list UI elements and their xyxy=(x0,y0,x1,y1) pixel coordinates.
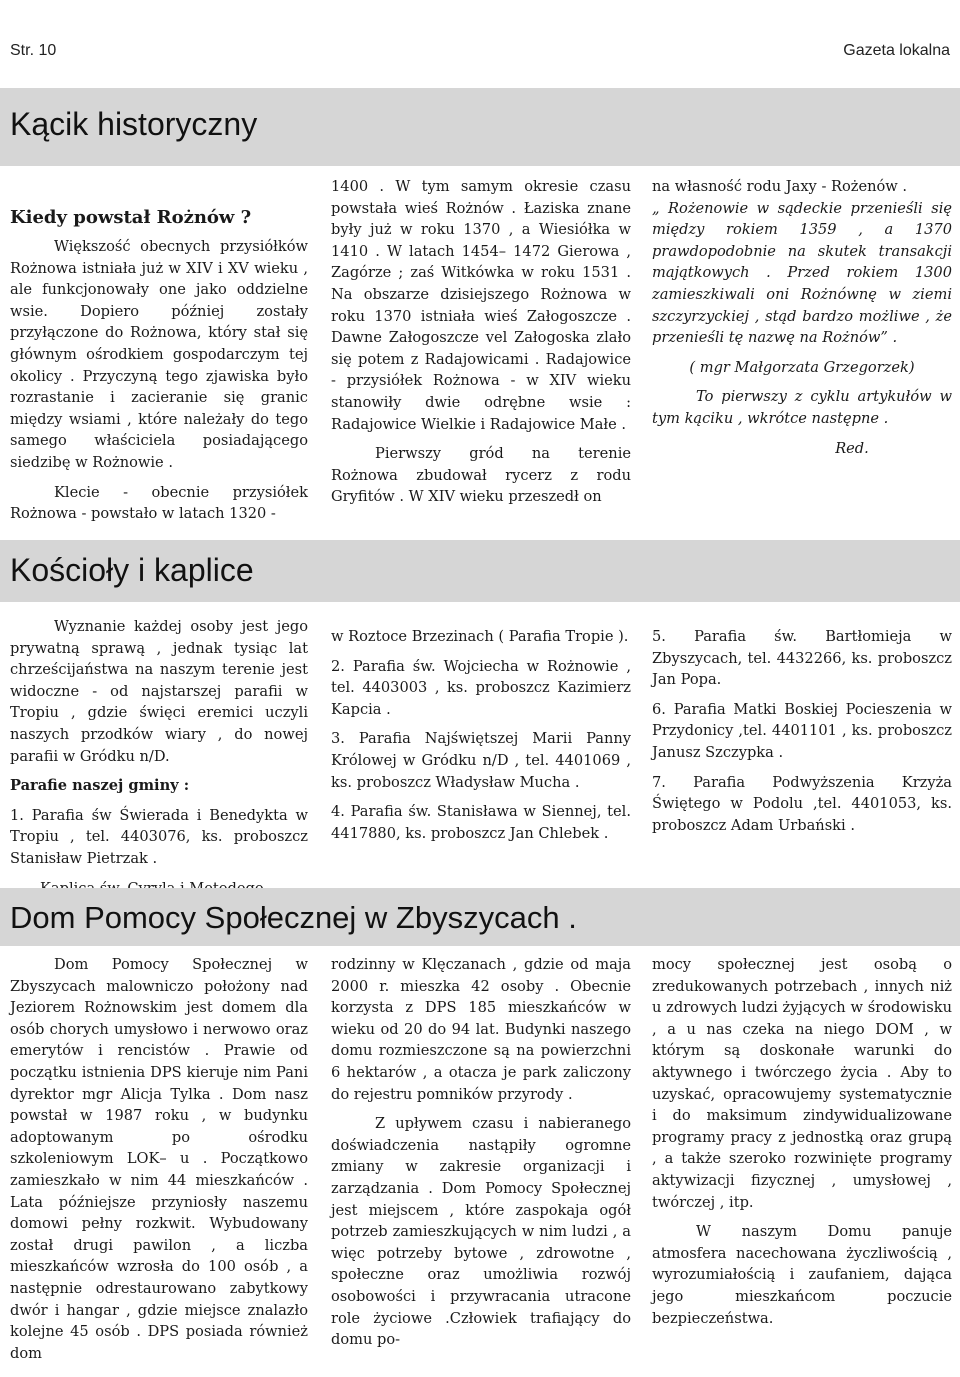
dps-paragraph-3: W naszym Domu panuje atmosfera nacechowana życzliwością , wyrozumiałością i zaufaniem, dająca jego mieszkańcom poczucie bezpieczeństwa. xyxy=(652,1223,952,1327)
section-title-history: Kącik historyczny xyxy=(10,106,258,142)
parish-item-4: 4. Parafia św. Stanisława w Siennej, tel. 4417880, ks. proboszcz Jan Chlebek . xyxy=(331,803,631,842)
history-column-3 xyxy=(652,176,952,467)
history-paragraph-2-start: Klecie - obecnie przysiółek Rożnowa - powstało w latach 1320 - xyxy=(10,483,308,523)
history-paragraph-3-cont: na własność rodu Jaxy - Rożenów . xyxy=(652,178,908,195)
parish-item-5: 5. Parafia św. Bartłomieja w Zbyszycach, tel. 4432266, ks. proboszcz Jan Popa. xyxy=(652,628,952,689)
churches-column-2 xyxy=(331,626,631,852)
dps-paragraph-2-cont: mocy społecznej jest osobą o zredukowanych potrzebach , innych niż u zdrowych ludzi żyjących w środowisku , a u nas czeka na niego DOM , w którym są doskonałe warunki do aktywnego i twórczego życia . Aby to uzyskać, opracowujemy systematycznie i do maksimum zindywidualizowane programy pracy z jednostką oraz grupą , a także szeroko rozwinięte programy aktywizacji fizycznej , umysłowej , twórczej , itp. xyxy=(652,956,952,1211)
dps-column-3 xyxy=(652,954,952,1337)
dps-column-2 xyxy=(331,954,631,1351)
history-subtitle: Kiedy powstał Rożnów ? xyxy=(10,207,252,228)
section-title-dps: Dom Pomocy Społecznej w Zbyszycach . xyxy=(10,900,577,935)
history-quote: „ Rożenowie w sądeckie przenieśli się między rokiem 1359 , a 1370 prawdopodobnie na skutek transakcji majątkowych . Przed rokiem 1300 zamieszkiwali oni Rożnównę w ziemi szczyrzyckiej , stąd bardzo możliwe , że przenieśli tę nazwę na Rożnów” . xyxy=(652,199,952,347)
dps-paragraph-2-start: Z upływem czasu i nabieranego doświadczenia nastąpiły ogromne zmiany w zakresie organizacji i zarządzania . Dom Pomocy Społecznej jest miejscem , które zaspokaja ogół potrzeb zamieszkujących w nim ludzi , a więc potrzeby bytowe , zdrowotne , społeczne oraz umożliwia rozwój osobowości i przywracania utracone role życiowe .Człowiek trafiający do domu po- xyxy=(331,1115,631,1349)
chapel-item-cont: w Roztoce Brzezinach ( Parafia Tropie ). xyxy=(331,628,629,645)
section-banner-dps xyxy=(0,888,960,946)
dps-paragraph-1-cont: rodzinny w Klęczanach , gdzie od maja 2000 r. mieszka 42 osoby . Obecnie korzysta z DPS 185 mieszkańców w wieku od 20 do 94 lat. Budynki naszego domu rozmieszczone są na powierzchni 6 hektarów , a otacza je park zaliczony do rejestru pomników przyrody . xyxy=(331,956,631,1103)
history-editor-note: To pierwszy z cyklu artykułów w tym kąciku , wkrótce następne . xyxy=(652,388,952,427)
history-column-2 xyxy=(331,176,631,508)
churches-column-3 xyxy=(652,626,952,844)
dps-paragraph-1-start: Dom Pomocy Społecznej w Zbyszycach malowniczo położony nad Jeziorem Rożnowskim jest domem dla osób chorych umysłowo i nerwowo oraz emerytów i rencistów . Prawie od początku istnienia DPS kieruje nim Pani dyrektor mgr Alicja Tylka . Dom nasz powstał w 1987 roku , w budynku adoptowanym po ośrodku szkoleniowym LOK– u . Początkowo zamieszkało w nim 44 mieszkańców . Lata późniejsze przyniosły naszemu domowi pełny rozkwit. Wybudowany został drugi pawilon , a liczba mieszkańców wzrosła do 100 osób , a następnie odrestaurowano zabytkowy dwór i hangar , gdzie miejsce znalazło kolejne 45 osób . DPS posiada również dom xyxy=(10,956,308,1362)
history-column-1 xyxy=(10,206,308,525)
history-signature: Red. xyxy=(835,439,869,457)
churches-intro: Wyznanie każdej osoby jest jego prywatną sprawą , jednak tysiąc lat chrześcijaństwa na naszym terenie jest widoczne - od najstarszej parafii w Tropiu , gdzie święci eremici uczyli naszych przodków wiary , do nowej parafii w Gródku n/D. xyxy=(10,618,308,765)
newspaper-name: Gazeta lokalna xyxy=(843,42,950,59)
section-banner-history xyxy=(0,88,960,166)
parish-item-3: 3. Parafia Najświętszej Marii Panny Królowej w Gródku n/D , tel. 4401069 , ks. proboszcz Władysław Mucha . xyxy=(331,730,631,791)
parishes-heading: Parafie naszej gminy : xyxy=(10,777,190,795)
history-paragraph-3-start: Pierwszy gród na terenie Rożnowa zbudował rycerz z rodu Gryfitów . W XIV wieku przeszedł on xyxy=(331,445,631,506)
parish-item-6: 6. Parafia Matki Boskiej Pocieszenia w Przydonicy ,tel. 4401101 , ks. proboszcz Janusz Szczypka . xyxy=(652,700,952,761)
page-number: Str. 10 xyxy=(10,42,57,59)
section-banner-churches xyxy=(0,540,960,602)
parish-item-7: 7. Parafia Podwyższenia Krzyża Świętego w Podolu ,tel. 4401053, ks. proboszcz Adam Urbański . xyxy=(652,773,952,834)
history-author: ( mgr Małgorzata Grzegorzek) xyxy=(689,358,915,376)
dps-column-1 xyxy=(10,954,308,1364)
history-paragraph-2-cont: 1400 . W tym samym okresie czasu powstała wieś Rożnów . Łaziska znane były już w roku 1370 , a Wiesiółka w 1410 . W latach 1454– 1472 Gierowa , Zagórze ; zaś Witkówka w roku 1531 . Na obszarze dzisiejszego Rożnowa w roku 1370 istniała wieś Załogoszcze . Dawne Załogoszcze vel Załogoska zlało się potem z Radajowicami . Radajowice - przysiółek Rożnowa - w XIV wieku stanowiły dwie odrębne wsie : Radajowice Wielkie i Radajowice Małe . xyxy=(331,178,631,433)
parish-item-1: 1. Parafia św Świerada i Benedykta w Tropiu , tel. 4403076, ks. proboszcz Stanisław Pietrzak . xyxy=(10,806,308,867)
section-title-churches: Kościoły i kaplice xyxy=(10,552,254,588)
parish-item-2: 2. Parafia św. Wojciecha w Rożnowie , tel. 4403003 , ks. proboszcz Kazimierz Kapcia . xyxy=(331,657,631,718)
history-paragraph-1: Większość obecnych przysiółków Rożnowa istniała już w XIV i XV wieku , ale funkcjonowały one jako oddzielne wsie. Dopiero później zostały przyłączone do Rożnowa, który stał się głównym ośrodkiem gospodarczym tej okolicy . Przyczyną tego zjawiska było rozrastanie i zacieranie się granic między wsiami , które należały do tego samego właściciela posiadającego siedzibę w Rożnowie . xyxy=(10,238,308,471)
churches-column-1 xyxy=(10,616,308,899)
